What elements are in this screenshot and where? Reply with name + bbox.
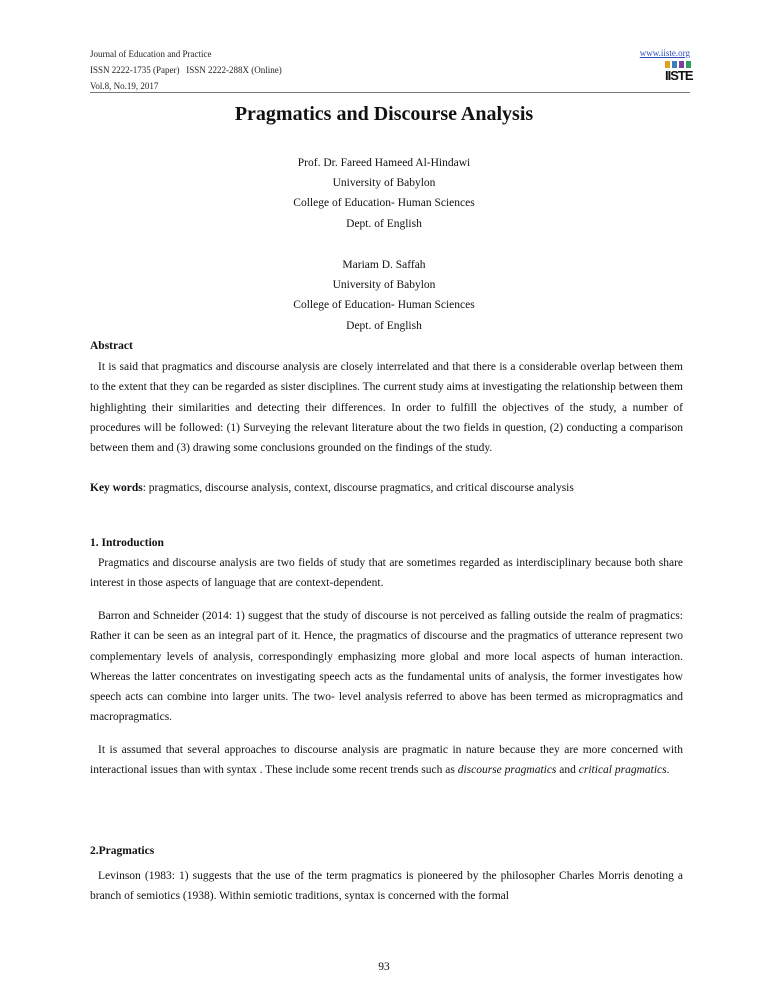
volume: Vol.8, No.19, 2017 (90, 81, 159, 91)
author-1-university: University of Babylon (332, 177, 436, 189)
author-2-dept: Dept. of English (346, 320, 422, 332)
abstract-text (90, 357, 683, 458)
paper-title: Pragmatics and Discourse Analysis (234, 103, 534, 125)
logo-bar (672, 61, 677, 68)
author-1-college: College of Education- Human Sciences (293, 197, 475, 209)
intro-p3-text: It is assumed that several approaches to discourse analysis are pragmatic in nature because they are more concerned with interactional issues than with syntax . These include some recent trends such as (90, 744, 683, 777)
keywords-label: Key words (90, 482, 143, 494)
abstract-heading: Abstract (90, 340, 133, 352)
pragmatics-heading: 2.Pragmatics (90, 845, 155, 857)
pragmatics-p1-text: Levinson (1983: 1) suggests that the use of the term pragmatics is pioneered by the philosopher Charles Morris denoting a branch of semiotics (1938). Within semiotic traditions, syntax is concerned with the formal (90, 870, 683, 903)
introduction-heading: 1. Introduction (90, 537, 164, 549)
issn: ISSN 2222-1735 (Paper) ISSN 2222-288X (Online) (90, 65, 282, 75)
intro-p3-end: . (666, 764, 670, 777)
intro-p1-text: Pragmatics and discourse analysis are two fields of study that are sometimes regarded as interdisciplinary because both share interest in those aspects of language that are context-dependent. (90, 557, 683, 590)
author-1-name: Prof. Dr. Fareed Hameed Al-Hindawi (297, 157, 471, 169)
logo-bar (665, 61, 670, 68)
intro-p3-and: and (556, 764, 579, 777)
page-number: 93 (378, 961, 390, 973)
author-2-name: Mariam D. Saffah (342, 259, 426, 271)
keywords-list: : pragmatics, discourse analysis, context, discourse pragmatics, and critical discourse analysis (142, 482, 574, 494)
intro-paragraph-3 (90, 740, 683, 781)
header-divider (90, 92, 690, 93)
logo-bar (679, 61, 684, 68)
iiste-logo (665, 61, 691, 87)
logo-bar (686, 61, 691, 68)
journal-url-link[interactable]: www.iiste.org (639, 48, 690, 58)
keywords (90, 478, 683, 498)
author-2-university: University of Babylon (332, 279, 436, 291)
term-critical-pragmatics: critical pragmatics (578, 764, 667, 777)
journal-name: Journal of Education and Practice (90, 49, 212, 59)
logo-text: IISTE (665, 68, 693, 83)
author-2-college: College of Education- Human Sciences (293, 299, 475, 311)
author-1-dept: Dept. of English (346, 218, 422, 230)
pragmatics-paragraph-1 (90, 866, 683, 907)
intro-p2-text: Barron and Schneider (2014: 1) suggest that the study of discourse is not perceived as falling outside the realm of pragmatics: Rather it can be seen as an integral part of it. Hence, the pragmatics of discourse and the pragmatics of utterance represent two complementary levels of analysis, correspondingly emphasizing more global and more local aspects of human interaction. Whereas the latter concentrates on investigating speech acts as the fundamental units of analysis, the former investigates how speech acts can combine into larger units. The two- level analysis referred to above has been termed as micropragmatics and macropragmatics. (90, 610, 683, 724)
term-discourse-pragmatics: discourse pragmatics (457, 764, 557, 777)
abstract-body: It is said that pragmatics and discourse analysis are closely interrelated and that there is a considerable overlap between them to the extent that they can be regarded as sister disciplines. The current study aims at investigating the relationship between them highlighting their similarities and detecting their differences. In order to fulfill the objectives of the study, a number of procedures will be followed: (1) Surveying the relevant literature about the two fields in question, (2) conducting a comparison between them and (3) drawing some conclusions grounded on the findings of the study. (90, 361, 683, 455)
intro-paragraph-1 (90, 553, 683, 594)
intro-paragraph-2 (90, 606, 683, 728)
